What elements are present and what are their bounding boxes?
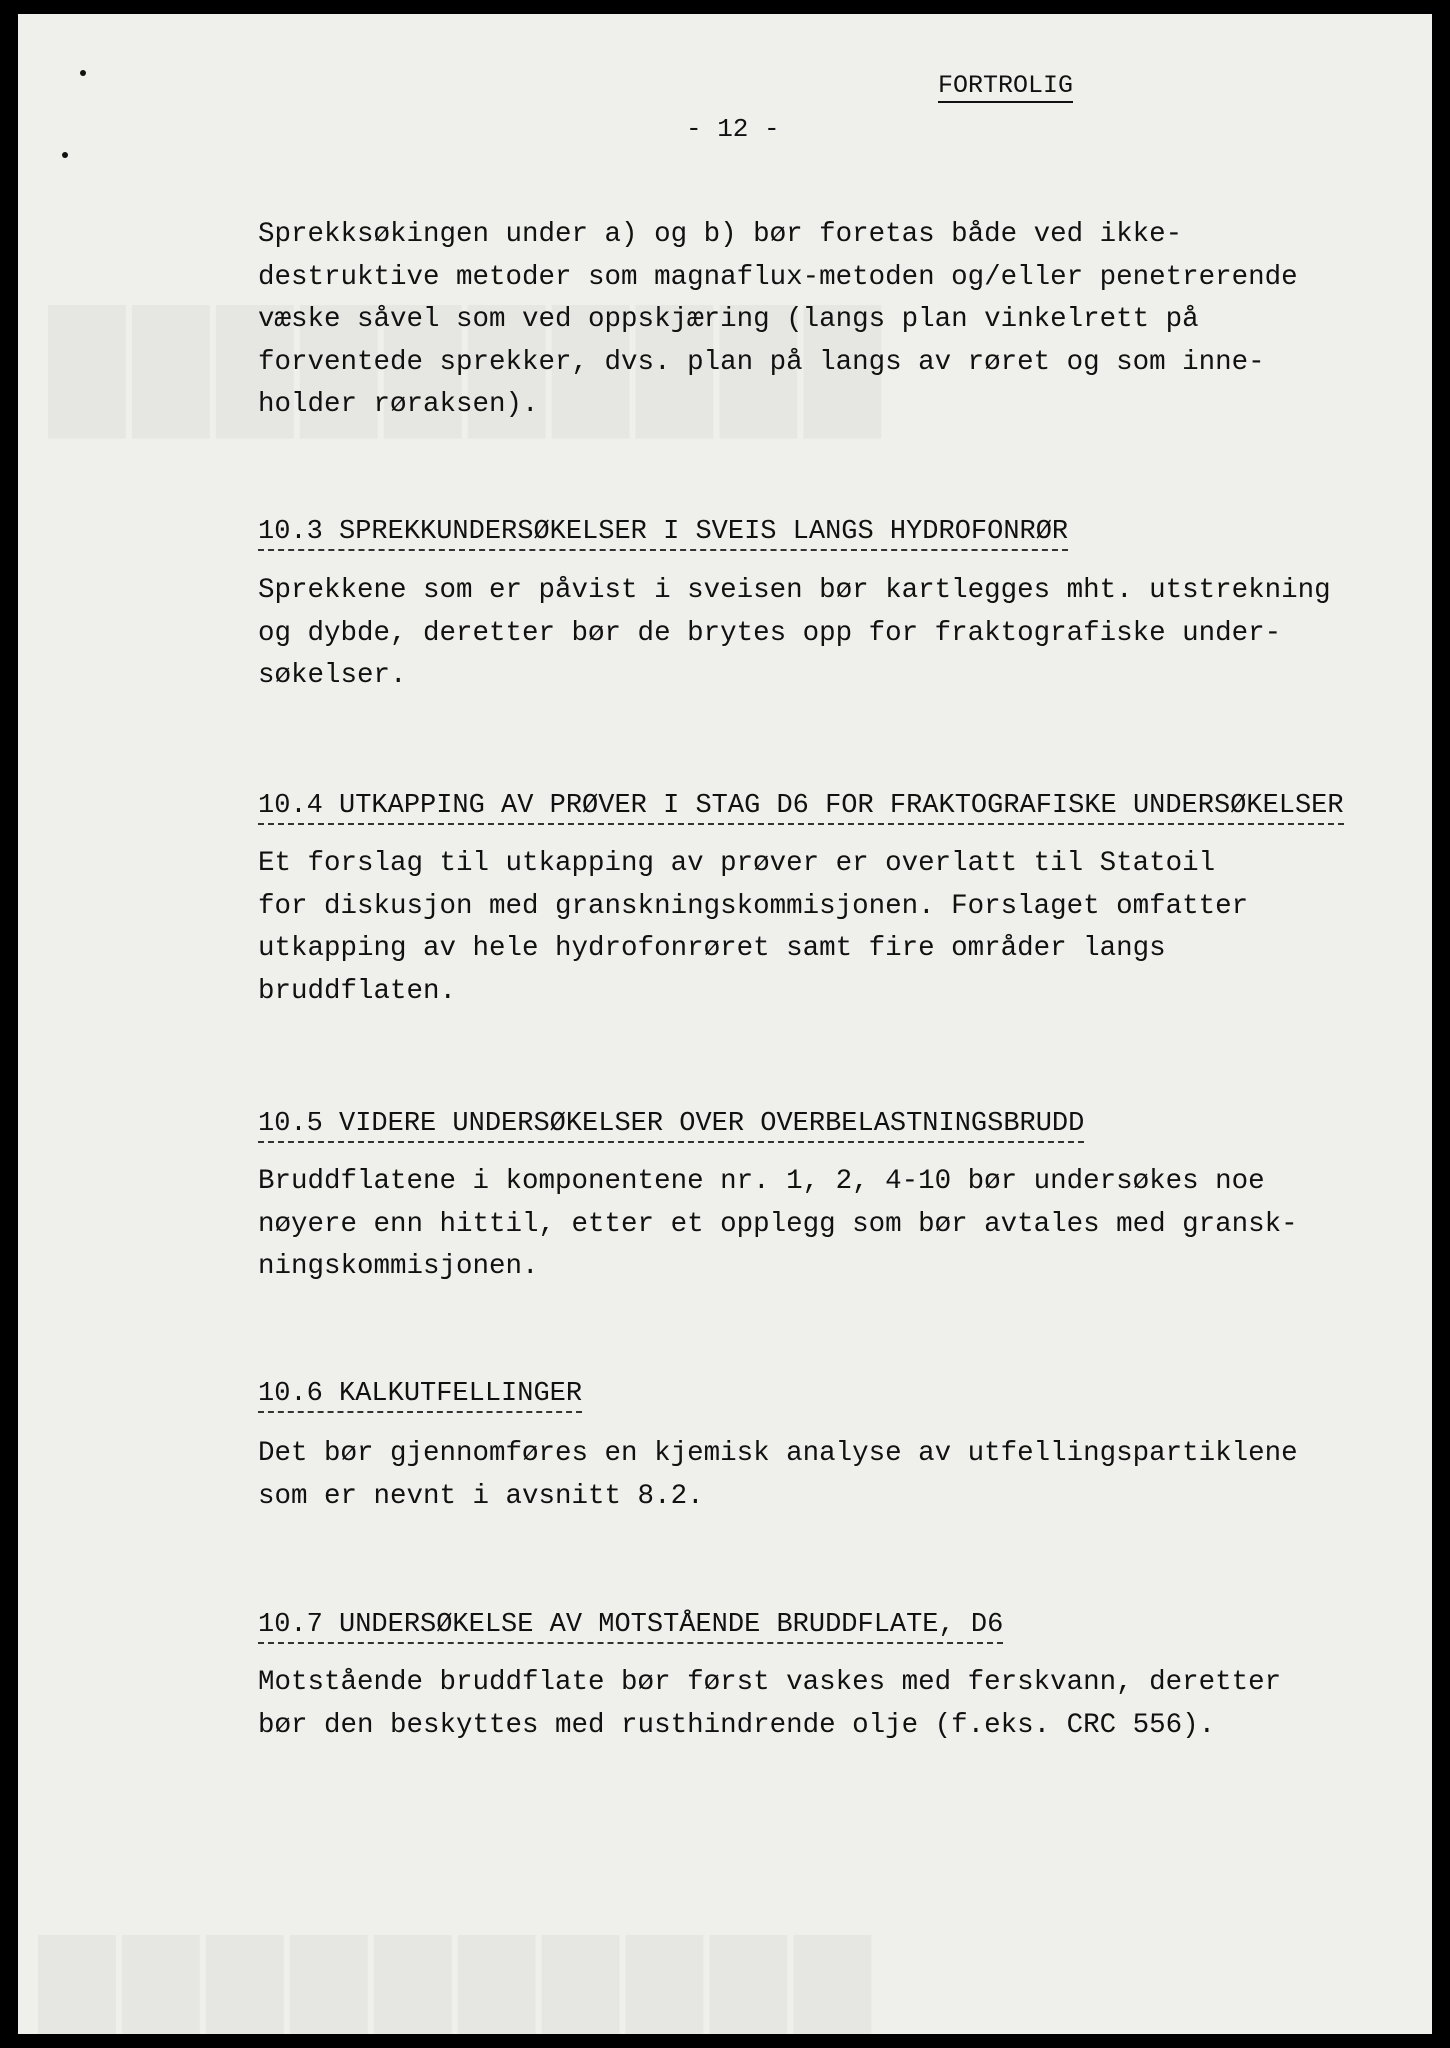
- section-heading-10-6: 10.6 KALKUTFELLINGER: [258, 1378, 582, 1413]
- document-page: [18, 14, 1432, 2034]
- watermark-bottom: [38, 1934, 877, 2034]
- confidential-label: FORTROLIG: [938, 72, 1073, 103]
- section-text-10-5: Bruddflatene i komponentene nr. 1, 2, 4-10 bør undersøkes noe nøyere enn hittil, etter et opplegg som bør avtales med gransk- ningskommisjonen.: [258, 1166, 1298, 1282]
- section-text-10-4: Et forslag til utkapping av prøver er overlatt til Statoil for diskusjon med granskningskommisjonen. Forslaget omfatter utkapping av hele hydrofonrøret samt fire områder langs bruddflaten.: [258, 848, 1249, 1007]
- intro-paragraph: Sprekksøkingen under a) og b) bør foretas både ved ikke- destruktive metoder som magnaflux-metoden og/eller penetrerende væske såvel som ved oppskjæring (langs plan vinkelrett på forventede sprekker, dvs. plan på langs av røret og som inne- holder røraksen).: [258, 219, 1298, 420]
- section-text-10-6: Det bør gjennomføres en kjemisk analyse av utfellingspartiklene som er nevnt i avsnitt 8.2.: [258, 1438, 1298, 1512]
- section-text-10-7: Motstående bruddflate bør først vaskes med ferskvann, deretter bør den beskyttes med rusthindrende olje (f.eks. CRC 556).: [258, 1667, 1282, 1741]
- section-heading-10-5: 10.5 VIDERE UNDERSØKELSER OVER OVERBELASTNINGSBRUDD: [258, 1108, 1084, 1143]
- page-number: - 12 -: [686, 114, 780, 144]
- section-heading-10-3: 10.3 SPREKKUNDERSØKELSER I SVEIS LANGS HYDROFONRØR: [258, 516, 1068, 551]
- punch-mark-bottom: [62, 152, 68, 158]
- punch-mark-top: [80, 70, 86, 76]
- section-heading-10-4: 10.4 UTKAPPING AV PRØVER I STAG D6 FOR FRAKTOGRAFISKE UNDERSØKELSER: [258, 790, 1344, 825]
- section-heading-10-7: 10.7 UNDERSØKELSE AV MOTSTÅENDE BRUDDFLATE, D6: [258, 1609, 1003, 1644]
- section-text-10-3: Sprekkene som er påvist i sveisen bør kartlegges mht. utstrekning og dybde, deretter bør de brytes opp for fraktografiske under- søkelser.: [258, 575, 1331, 691]
